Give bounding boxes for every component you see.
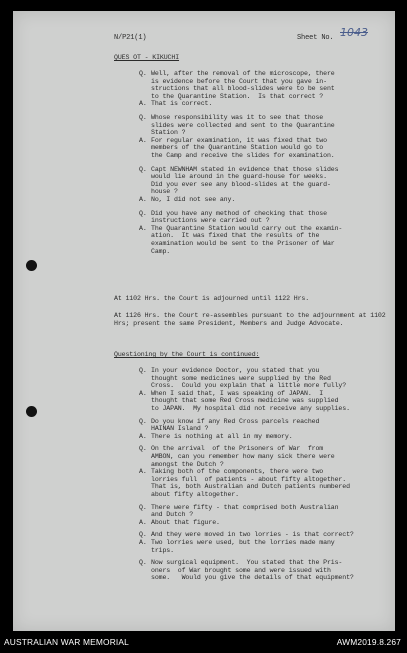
question-line: is evidence before the Court that you gave in- — [151, 77, 327, 85]
question-marker: Q. — [139, 503, 147, 511]
answer-marker: A. — [139, 389, 147, 397]
sheet-number: 1043 — [340, 26, 368, 39]
answer-line: Two lorries were used, but the lorries made many — [151, 539, 335, 546]
question-line: oners of War brought some and were issued with — [151, 566, 331, 574]
answer-marker: A. — [139, 432, 147, 440]
answer-line: about fifty altogether. — [151, 491, 239, 498]
sheet-label: Sheet No. — [297, 34, 334, 42]
witness-heading: QUES OT - KIKUCHI — [114, 54, 180, 61]
footer-accession: AWM2019.8.267 — [336, 637, 401, 647]
answer-marker: A. — [139, 100, 147, 108]
question-line: HAINAN Island ? — [151, 425, 209, 433]
questioning-heading: Questioning by the Court is continued: — [114, 351, 260, 358]
question-line: AMBON, can you remember how many sick there were — [151, 453, 335, 460]
question-marker: Q. — [139, 114, 147, 121]
question-line: Capt NEWNHAM stated in evidence that those slides — [151, 165, 339, 173]
answer-line: trips. — [151, 546, 174, 554]
question-line: Do you know if any Red Cross parcels reached — [151, 417, 320, 425]
answer-line: There is nothing at all in my memory. — [151, 432, 293, 440]
answer-marker: A. — [139, 518, 147, 526]
answer-line: members of the Quarantine Station would go to — [151, 144, 324, 152]
question-line: structions that all blood-slides were to be sent — [151, 85, 335, 93]
answer-line: That is, both Australian and Dutch patients numbered — [151, 483, 350, 491]
question-line: On the arrival of the Prisoners of War from — [151, 445, 324, 453]
question-marker: Q. — [139, 417, 147, 425]
question-marker: Q. — [139, 70, 147, 77]
question-marker: Q. — [139, 531, 147, 539]
question-line: thought some medicines were supplied by the Red — [151, 374, 331, 382]
question-line: There were fifty - that comprised both Australian — [151, 503, 339, 511]
answer-line: Camp. — [151, 247, 171, 255]
punch-hole — [26, 260, 37, 271]
question-line: house ? — [151, 188, 178, 196]
answer-line: No, I did not see any. — [151, 196, 236, 203]
answer-line: lorries full of patients - about fifty altogether. — [151, 475, 347, 483]
question-line: Station ? — [151, 129, 186, 137]
question-line: amongst the Dutch ? — [151, 460, 224, 468]
question-line: Now surgical equipment. You stated that the Pris- — [151, 559, 343, 567]
answer-marker: A. — [139, 539, 147, 546]
answer-line: About that figure. — [151, 518, 220, 526]
question-line: instructions were carried out ? — [151, 217, 270, 225]
question-line: Whose responsibility was it to see that those — [151, 114, 324, 121]
question-line: Cross. Could you explain that a little more fully? — [151, 382, 347, 390]
answer-line: ation. It was fixed that the results of the — [151, 232, 320, 240]
document-page — [13, 11, 395, 631]
answer-marker: A. — [139, 196, 147, 203]
question-line: to the Quarantine Station. Is that correct ? — [151, 92, 324, 100]
footer-credit: AUSTRALIAN WAR MEMORIAL — [4, 637, 130, 647]
answer-marker: A. — [139, 224, 147, 232]
question-line: and Dutch ? — [151, 511, 194, 519]
question-line: In your evidence Doctor, you stated that you — [151, 367, 320, 374]
question-marker: Q. — [139, 559, 147, 567]
answer-line: Taking both of the components, there were two — [151, 468, 324, 476]
question-line: Did you ever see any blood-slides at the guard- — [151, 180, 331, 188]
question-line: And they were moved in two lorries - is that correct? — [151, 531, 354, 539]
question-marker: Q. — [139, 165, 147, 173]
question-line: would lie around in the guard-house for weeks. — [151, 173, 327, 181]
answer-line: The Quarantine Station would carry out the examin- — [151, 224, 343, 232]
question-marker: Q. — [139, 209, 147, 217]
answer-line: the Camp and receive the slides for examination. — [151, 152, 335, 159]
document-ref: N/P21(1) — [114, 34, 147, 42]
question-line: Did you have any method of checking that those — [151, 209, 327, 217]
reassembly-note: At 1126 Hrs. the Court re-assembles pursuant to the adjournment at 1102 Hrs; present the same President, Members and Judge Advocate. — [114, 312, 386, 328]
answer-line: For regular examination, it was fixed that two — [151, 136, 327, 144]
question-marker: Q. — [139, 367, 147, 374]
question-line: Well, after the removal of the microscope, there — [151, 70, 335, 77]
question-line: some. Would you give the details of that equipment? — [151, 574, 354, 582]
answer-line: thought that some Red Cross medicine was supplied — [151, 397, 339, 405]
answer-line: examination would be sent to the Prisoner of War — [151, 240, 335, 247]
answer-marker: A. — [139, 468, 147, 476]
question-line: slides were collected and sent to the Quarantine — [151, 121, 335, 129]
answer-line: When I said that, I was speaking of JAPAN. I — [151, 389, 324, 397]
answer-line: to JAPAN. My hospital did not receive any supplies. — [151, 405, 350, 412]
answer-marker: A. — [139, 136, 147, 144]
adjournment-note: At 1102 Hrs. the Court is adjourned until 1122 Hrs. — [114, 295, 310, 302]
question-marker: Q. — [139, 445, 147, 453]
answer-line: That is correct. — [151, 100, 213, 108]
punch-hole — [26, 406, 37, 417]
